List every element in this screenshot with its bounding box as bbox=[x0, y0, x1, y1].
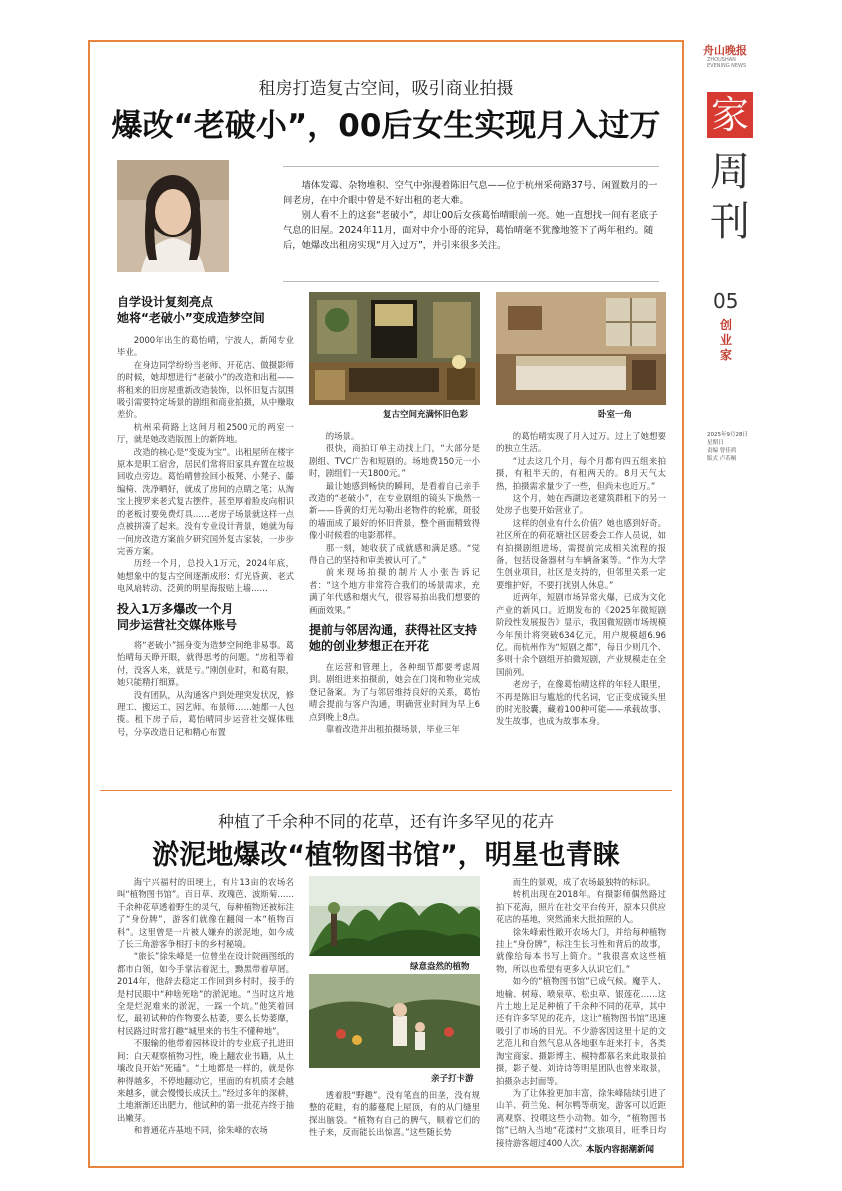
body-paragraph: 近两年，短剧市场异常火爆，已成为文化产业的新风口。近期发布的《2025年微短剧阶段性发展报告》显示，我国微短剧市场规模今年预计将突破634亿元，用户规模超6.96亿。而杭州作为“短剧之都”，每日少则几个、多则十余个剧组开拍微短剧，产业规模走在全国前列。 bbox=[496, 592, 666, 677]
body-paragraph: 和普通花卉基地不同，徐朱峰的农场 bbox=[133, 1125, 268, 1136]
family-visit-photo bbox=[309, 974, 480, 1068]
portrait-illustration bbox=[117, 160, 229, 272]
photo-caption-family: 亲子打卡游 bbox=[431, 1074, 474, 1084]
supplement-title-kan: 刊 bbox=[710, 199, 750, 245]
issue-info bbox=[707, 431, 767, 463]
body-paragraph: “过去这几个月，每个月都有四五组来拍摄，有租半天的，有租两天的。8月天气太热，拍摄需求量少了一些，但尚未也近万。” bbox=[496, 455, 666, 491]
body-paragraph: 为了让体验更加丰富，徐朱峰陆续引进了山羊、荷兰兔、柯尔鸭等萌宠，游客可以近距离观察、投喂这些小动物。如今，“植物图书馆”已纳入当地“花漾村”文旅项目，旺季日均接待游客超过400人次。 bbox=[496, 1087, 666, 1148]
body-paragraph: 海宁兴福村的田埂上，有片13亩的农场名叫“植物图书馆”。百日草、玫瑰芭、波斯菊……千余种花草透着野生的灵气，每种植物还被标注了“身份牌”，游客们就像在翻阅一本“植物百科”。这里曾是一片被人嫌弃的淤泥地，如今成了长三角游客争相打卡的乡村秘境。 bbox=[117, 877, 294, 950]
newspaper-logo: 舟山晚报 bbox=[703, 44, 747, 57]
green-plants-photo bbox=[309, 876, 480, 956]
body-paragraph: 没有团队，从沟通客户到处理突发状况，修理工、搬运工、园艺师、布景师……她都一人包揽。租下房子后，葛怡晴同步运营社交媒体账号，分享改造日记和精心布置 bbox=[117, 689, 294, 737]
subhead-line: 投入1万多爆改一个月 bbox=[117, 602, 234, 616]
story1-column-1a bbox=[117, 334, 294, 594]
body-paragraph: 杭州采荷路上这间月租2500元的两室一厅，就是她改造版图上的新阵地。 bbox=[117, 421, 294, 445]
body-paragraph: 改造的核心是“变废为宝”。出租屋所在楼宇原本是职工宿舍，居民们常将旧家具弃置在垃圾回收点旁边。葛怡晴曾捡回小板凳、小凳子、藤编椅、洗净晒好，就成了房间的点睛之笔；从淘宝上搜罗来老式复古摆件，甚至厚着脸皮向相识的老板讨要免费灯具……老房子场景就这样一点点被拼凑了起来。没有专业设计背景，她就为每一间房改造方案前夕研究国外复古家装，一步步完善方案。 bbox=[117, 446, 294, 556]
story1-subhead-3 bbox=[309, 622, 484, 654]
story2-column-1 bbox=[117, 876, 294, 1156]
body-paragraph: 这个月，她在西湖边老建筑群租下的另一处房子也要开始营业了。 bbox=[496, 493, 666, 516]
story1-kicker: 租房打造复古空间，吸引商业拍摄 bbox=[258, 79, 514, 99]
body-paragraph: 徐朱峰索性敞开农场大门，并给每种植物挂上“身份牌”，标注生长习性和背后的故事，就像给每本书写上简介。“我很喜欢这些植物，所以也希望有更多人认识它们。” bbox=[496, 926, 666, 974]
story1-subhead-2 bbox=[117, 601, 297, 633]
body-paragraph: 将“老破小”摇身变为造梦空间绝非易事。葛怡晴每天睁开眼，就得思考的问题。“房租等着付，没客人来，就是亏。”刚创业时，和葛有限，她只能精打细算。 bbox=[117, 640, 294, 688]
story-credit: 本版内容据潮新闻 bbox=[586, 1145, 655, 1155]
body-paragraph: 转机出现在2018年。有摄影师偶然路过拍下花海，照片在社交平台传开，原本只供应花店的基地，突然涌来大批拍照的人。 bbox=[496, 889, 666, 925]
story1-column-3 bbox=[496, 430, 666, 764]
body-paragraph: 而生的景观，成了农场最独特的标识。 bbox=[512, 877, 656, 887]
bedroom-illustration bbox=[496, 292, 666, 405]
subhead-line: 提前与邻居沟通，获得社区支持 bbox=[309, 623, 478, 637]
page-number: 05 bbox=[713, 289, 739, 313]
lead-bottom-rule bbox=[283, 281, 659, 282]
lead-paragraph: 墙体发霉、杂物堆积、空气中弥漫着陈旧气息——位于杭州采荷路37号、闲置数月的一间老房，在中介眼中曾是不好出租的老大难。 bbox=[283, 180, 658, 206]
body-paragraph: 透着股“野趣”。没有笔直的田垄，没有规整的花畦，有的藤蔓爬上屋顶，有的从门缝里探出脑袋。“植物有自己的脾气，顺着它们的性子来，反而能长出惊喜。”这些随长势 bbox=[309, 1090, 480, 1138]
story1-subhead-1 bbox=[117, 294, 297, 326]
lead-top-rule bbox=[283, 166, 659, 167]
subhead-line: 她将“老破小”变成造梦空间 bbox=[117, 311, 265, 325]
story1-lead bbox=[283, 178, 659, 253]
body-paragraph: 在身边同学纷纷当老师、开花店、做摄影师的时候，她却想进行“老破小”的改造和出租——将租来的旧房屋重新改造装饰，以怀旧复古氛围吸引需要特定场景的剧组和商业拍摄，从中赚取差价。 bbox=[117, 359, 294, 420]
body-paragraph: 很快，商拍订单主动找上门，“大部分是剧组、TVC广告和短剧的。场地费150元一小时，剧组们一天1800元。” bbox=[309, 443, 480, 479]
body-paragraph: 那一刻，她收获了成就感和满足感。“觉得自己的坚持和审美被认可了。” bbox=[309, 542, 480, 566]
photo-caption-vintage-room: 复古空间充满怀旧色彩 bbox=[383, 410, 469, 420]
lead-paragraph: 别人看不上的这套“老破小”，却让00后女孩葛怡晴眼前一亮。她一直想找一间有老底子气息的旧屋。2024年11月，面对中介小哥的诧异，葛怡晴毫不犹豫地签下了两年租约。随后，她爆改出租房实现“月入过万”，并引来很多关注。 bbox=[283, 210, 658, 251]
bedroom-photo bbox=[496, 292, 666, 405]
body-paragraph: 如今的“植物图书馆”已成气候。魔芋人、地榆、树莓、喷泉草、松虫草、银莲花……这片土地上足足种植了千余种不同的花草，其中还有许多罕见的花卉，这让“植物图书馆”迅速吸引了市场的目光。不少游客因这里十足的文艺范儿和自然气息从各地驱车赶来打卡，各类淘宝商家、摄影博主、模特都慕名来此取景拍摄，影子曼、刘诗诗等明星团队也曾来取景，拍摄杂志封面等。 bbox=[496, 976, 666, 1086]
portrait-photo bbox=[117, 160, 229, 272]
body-paragraph: 的场景。 bbox=[325, 431, 360, 441]
body-paragraph: 不服输的他带着园林设计的专业底子扎进田间：白天观察植物习性，晚上翻农业书籍，从土壤改良开始“死磕”。“土地都是一样的，就是你种得越多，不停地翻动它，里面的有机质才会越来越多，就会慢慢长成沃土。”经过多年的深耕，土地渐渐还出肥力，他试种的第一批花卉终于抽出嫩芽。 bbox=[117, 1038, 294, 1123]
supplement-title-zhou: 周 bbox=[710, 149, 750, 195]
family-visit-illustration bbox=[309, 974, 480, 1068]
photo-caption-bedroom: 卧室一角 bbox=[598, 410, 633, 420]
newspaper-logo-subtitle: ZHOUSHAN EVENING NEWS bbox=[707, 57, 747, 69]
story2-column-2 bbox=[309, 1089, 480, 1151]
section-name: 创业家 bbox=[719, 318, 732, 362]
body-paragraph: “旅长”徐朱峰是一位曾坐在设计院画图纸的都市白领，如今手掌沾着泥土，黝黑带着草屑。2014年，他辞去稳定工作回到乡村时，接手的是村民眼中“种啥死啥”的淤泥地。“当时这片地全是烂泥难来的淤泥，一踩一个坑。”他笑着回忆，最初试种的作物要么枯萎，要么长势萎靡，村民路过时常打趣“城里来的书生不懂种地”。 bbox=[117, 951, 294, 1036]
supplement-title-jia: 家 bbox=[707, 92, 753, 138]
issue-weekday: 星期日 bbox=[707, 440, 724, 446]
issue-editor: 责编 曾佳鸿 bbox=[707, 448, 737, 454]
story2-column-3 bbox=[496, 876, 666, 1148]
story1-column-2a bbox=[309, 430, 480, 615]
issue-designer: 版式 卢若桐 bbox=[707, 456, 737, 462]
subhead-line: 同步运营社交媒体账号 bbox=[117, 618, 238, 632]
story2-headline: 淤泥地爆改“植物图书馆”，明星也青睐 bbox=[152, 840, 620, 871]
body-paragraph: 2000年出生的葛怡晴，宁波人，新闻专业毕业。 bbox=[117, 335, 294, 358]
story2-kicker: 种植了千余种不同的花草，还有许多罕见的花卉 bbox=[217, 812, 554, 831]
body-paragraph: 这样的创业有什么价值？她也感到好奇。社区所在的荷花塘社区居委会工作人员说，如有拍摄剧组进场，需提前完成相关流程的报备，包括设备器材与车辆备案等。“作为大学生创业项目，社区是支持的，但邻里关系一定要维护好，不要打扰别人休息。” bbox=[496, 517, 666, 590]
body-paragraph: 历经一个月，总投入1万元，2024年底，她想象中的复古空间逐渐成形：灯光昏黄、老式电风扇转动、泛黄的明星海报贴上墙…… bbox=[117, 558, 294, 594]
body-paragraph: 前来现场拍摄的制片人小张告诉记者：“这个地方非常符合我们的场景需求，充满了年代感和烟火气，很容易拍出我们想要的画面效果。” bbox=[309, 567, 480, 615]
story-divider bbox=[100, 790, 672, 791]
body-paragraph: 在运营和管理上，各种细节都要考虑周到。剧组进来拍摄前，她会在门岗和物业完成登记备案。为了与邻居维持良好的关系，葛怡晴会提前与客户沟通，明确营业时间为早上6点到晚上8点。 bbox=[309, 662, 480, 722]
body-paragraph: 老房子，在像葛怡晴这样的年轻人眼里，不再是陈旧与尴尬的代名词，它正变成镜头里的时光胶囊，藏着100种可能——承载故事、发生故事，也成为故事本身。 bbox=[496, 679, 666, 727]
subhead-line: 她的创业梦想正在开花 bbox=[309, 639, 430, 653]
vintage-room-illustration bbox=[309, 292, 480, 405]
story1-column-1b bbox=[117, 639, 294, 789]
subhead-line: 自学设计复刻亮点 bbox=[117, 295, 214, 309]
story1-column-2b bbox=[309, 661, 480, 767]
body-paragraph: 靠着改造并出租拍摄场景，毕业三年 bbox=[325, 724, 460, 735]
vintage-room-photo bbox=[309, 292, 480, 405]
green-plants-illustration bbox=[309, 876, 480, 956]
body-paragraph: 最让她感到畅快的瞬间，是看着自己亲手改造的“老破小”，在专业剧组的镜头下焕然一新——昏黄的灯光勾勒出老物件的轮廓，斑驳的墙面成了最好的怀旧背景，整个画面精致得像小时候看的电影那样。 bbox=[309, 480, 480, 541]
issue-date: 2025年9月28日 bbox=[707, 432, 748, 438]
body-paragraph: 的葛怡晴实现了月入过万。过上了她想要的独立生活。 bbox=[496, 431, 666, 454]
photo-caption-plants: 绿意盎然的植物 bbox=[410, 962, 470, 972]
story1-headline: 爆改“老破小”，00后女生实现月入过万 bbox=[111, 108, 661, 144]
